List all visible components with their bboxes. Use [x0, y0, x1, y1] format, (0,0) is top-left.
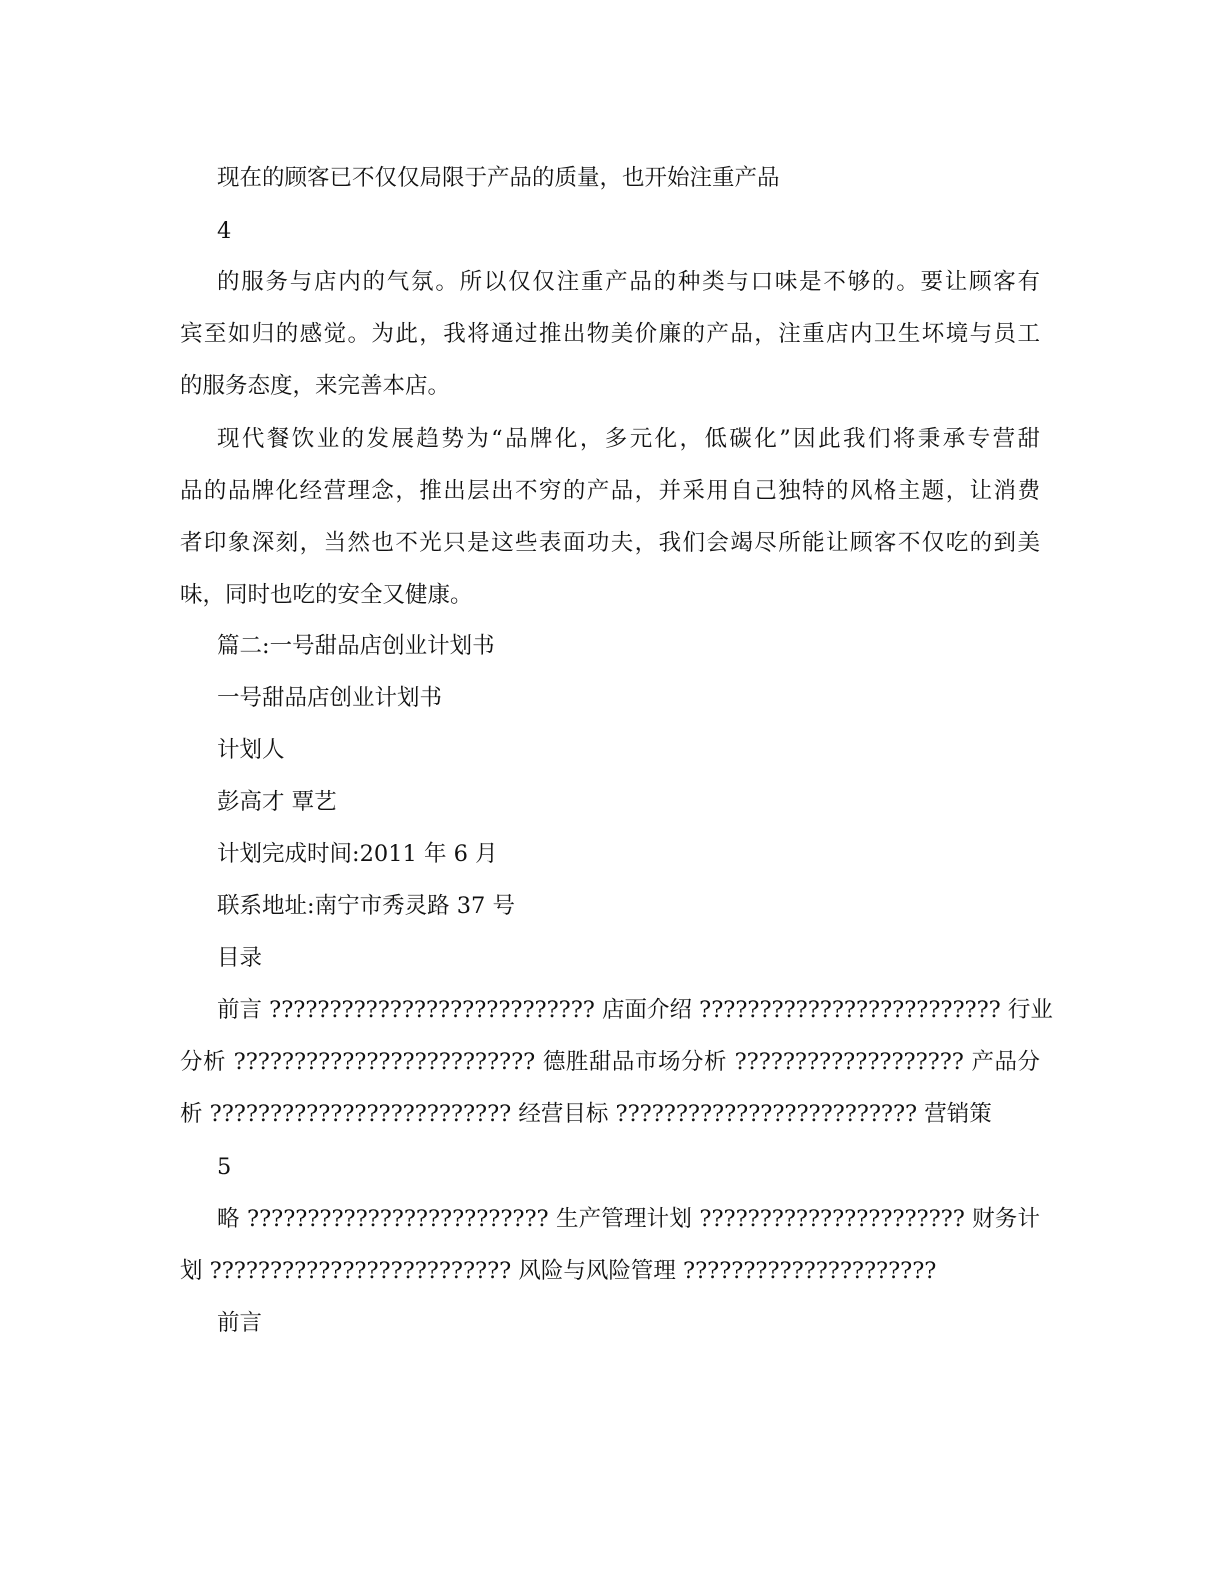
- page-number: 5: [217, 1154, 232, 1180]
- toc-line: 分析 ????????????????????????? 德胜甜品市场分析 ??????????????????? 产品分: [180, 1049, 1040, 1075]
- section-heading: 篇二:一号甜品店创业计划书: [217, 633, 495, 659]
- paragraph-line: 的服务与店内的气氛。所以仅仅注重产品的种类与口味是不够的。要让顾客有: [217, 269, 1040, 295]
- paragraph-line: 现在的顾客已不仅仅局限于产品的质量，也开始注重产品: [217, 165, 780, 191]
- paragraph-line: 者印象深刻，当然也不光只是这些表面功夫，我们会竭尽所能让顾客不仅吃的到美: [180, 530, 1040, 556]
- planner-label: 计划人: [217, 737, 285, 763]
- toc-line: 略 ????????????????????????? 生产管理计划 ?????????????????????? 财务计: [217, 1206, 1040, 1232]
- toc-line: 划 ????????????????????????? 风险与风险管理 ?????????????????????: [180, 1258, 937, 1284]
- paragraph-line: 的服务态度，来完善本店。: [180, 373, 451, 399]
- document-title: 一号甜品店创业计划书: [217, 685, 443, 711]
- toc-line: 析 ????????????????????????? 经营目标 ????????????????????????? 营销策: [180, 1101, 992, 1127]
- paragraph-line: 宾至如归的感觉。为此，我将通过推出物美价廉的产品，注重店内卫生坏境与员工: [180, 321, 1040, 347]
- completion-date: 计划完成时间:2011 年 6 月: [217, 841, 498, 867]
- paragraph-line: 味，同时也吃的安全又健康。: [180, 582, 473, 608]
- paragraph-line: 品的品牌化经营理念，推出层出不穷的产品，并采用自己独特的风格主题，让消费: [180, 478, 1040, 504]
- planner-names: 彭高才 覃艺: [217, 789, 337, 815]
- toc-heading: 目录: [217, 945, 263, 971]
- page-number: 4: [217, 218, 232, 244]
- paragraph-line: 现代餐饮业的发展趋势为“品牌化，多元化，低碳化”因此我们将秉承专营甜: [217, 426, 1040, 452]
- contact-address: 联系地址:南宁市秀灵路 37 号: [217, 893, 516, 919]
- section-heading: 前言: [217, 1310, 263, 1336]
- toc-line: 前言 ??????????????????????????? 店面介绍 ????????????????????????? 行业: [217, 997, 1053, 1023]
